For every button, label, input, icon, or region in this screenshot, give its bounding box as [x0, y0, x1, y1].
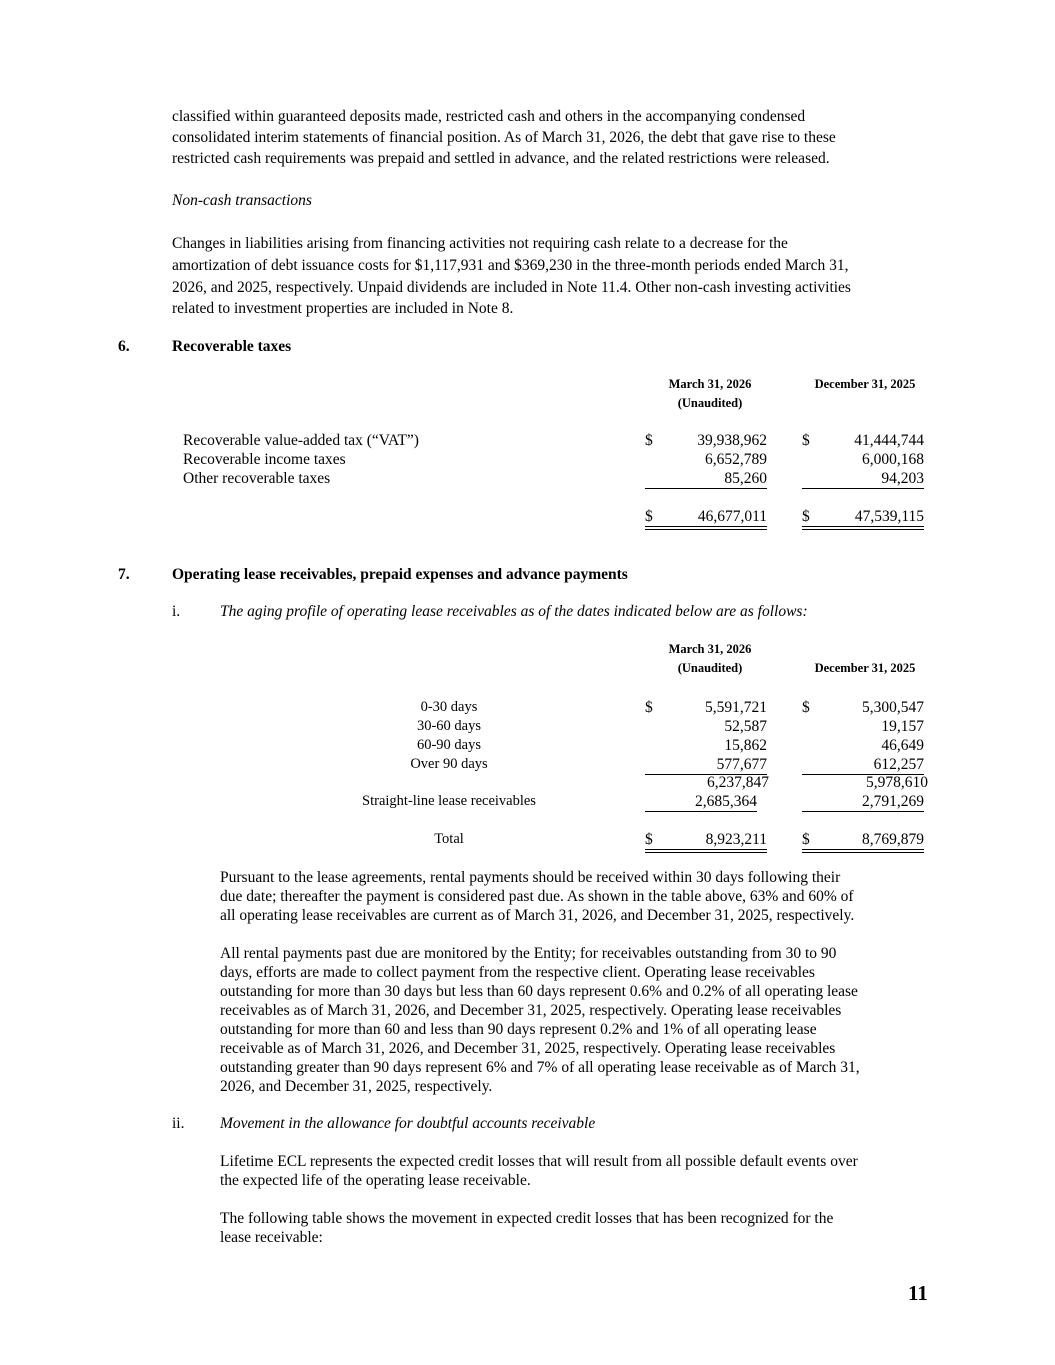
- row-label: Total: [434, 831, 464, 847]
- subtotal-dec-2025: 5,978,610: [866, 774, 928, 791]
- total-double-rule: [802, 849, 924, 853]
- currency-symbol: $: [802, 508, 810, 525]
- text-line: Lifetime ECL represents the expected credit losses that will result from all possible default events over: [220, 1153, 858, 1170]
- section-7-title: Operating lease receivables, prepaid expenses and advance payments: [172, 566, 628, 583]
- row-label: 30-60 days: [416, 718, 482, 734]
- row-label: Straight-line lease receivables: [362, 793, 536, 809]
- row-label: Over 90 days: [410, 756, 488, 772]
- section-6-title: Recoverable taxes: [172, 338, 292, 355]
- text-line: receivable as of March 31, 2026, and December 31, 2025, respectively. Operating lease receivables: [220, 1040, 836, 1057]
- text-line: The following table shows the movement in expected credit losses that has been recognized for the: [220, 1210, 834, 1227]
- value-dec-2025: 19,157: [881, 718, 924, 735]
- total-mar-2026: 46,677,011: [697, 508, 767, 525]
- value-dec-2025: 46,649: [881, 737, 924, 754]
- subsection-ii-marker: ii.: [172, 1115, 185, 1132]
- value-mar-2026: 5,591,721: [705, 699, 767, 716]
- text-line: all operating lease receivables are current as of March 31, 2026, and December 31, 2025, respectively.: [220, 907, 855, 924]
- currency-symbol: $: [645, 508, 653, 525]
- currency-symbol: $: [645, 831, 653, 848]
- value-dec-2025: 94,203: [881, 470, 924, 487]
- column-header-mar-2026: March 31, 2026: [668, 377, 752, 391]
- row-label: Recoverable income taxes: [183, 451, 346, 468]
- value-dec-2025: 612,257: [873, 756, 924, 773]
- text-line: Changes in liabilities arising from financing activities not requiring cash relate to a decrease for the: [172, 235, 788, 252]
- value-mar-2026: 577,677: [716, 756, 767, 773]
- total-double-rule: [802, 526, 924, 530]
- text-line: related to investment properties are included in Note 8.: [172, 300, 514, 317]
- total-mar-2026: 8,923,211: [705, 831, 767, 848]
- text-line: All rental payments past due are monitored by the Entity; for receivables outstanding from 30 to 90: [220, 945, 837, 962]
- currency-symbol: $: [802, 831, 810, 848]
- section-6-number: 6.: [118, 338, 130, 355]
- text-line: classified within guaranteed deposits made, restricted cash and others in the accompanying condensed: [172, 108, 806, 125]
- value-mar-2026: 15,862: [724, 737, 767, 754]
- value-mar-2026: 52,587: [724, 718, 767, 735]
- row-label: Recoverable value-added tax (“VAT”): [183, 432, 419, 449]
- currency-symbol: $: [645, 699, 653, 716]
- total-dec-2025: 8,769,879: [862, 831, 924, 848]
- text-line: amortization of debt issuance costs for $1,117,931 and $369,230 in the three-month periods ended March 31,: [172, 257, 849, 274]
- subsection-i-marker: i.: [172, 603, 181, 620]
- value-dec-2025: 2,791,269: [862, 793, 924, 810]
- text-line: the expected life of the operating lease receivable.: [220, 1172, 531, 1189]
- subtotal-rule: [645, 488, 767, 489]
- text-line: 2026, and 2025, respectively. Unpaid dividends are included in Note 11.4. Other non-cash investing activities: [172, 279, 851, 296]
- text-line: lease receivable:: [220, 1229, 323, 1246]
- currency-symbol: $: [645, 432, 653, 449]
- column-header-mar-2026: March 31, 2026: [668, 642, 752, 656]
- total-dec-2025: 47,539,115: [854, 508, 924, 525]
- value-mar-2026: 6,652,789: [705, 451, 767, 468]
- value-dec-2025: 5,300,547: [862, 699, 924, 716]
- text-line: outstanding for more than 60 and less than 90 days represent 0.2% and 1% of all operating lease: [220, 1021, 817, 1038]
- text-line: days, efforts are made to collect payment from the respective client. Operating lease receivables: [220, 964, 815, 981]
- column-subheader-unaudited: (Unaudited): [677, 661, 743, 675]
- text-line: 2026, and December 31, 2025, respectively.: [220, 1078, 493, 1095]
- text-line: due date; thereafter the payment is considered past due. As shown in the table above, 63% and 60% of: [220, 888, 854, 905]
- value-mar-2026: 39,938,962: [697, 432, 767, 449]
- subtotal-mar-2026: 6,237,847: [707, 774, 769, 791]
- column-subheader-unaudited: (Unaudited): [677, 396, 743, 410]
- subtotal-rule: [645, 811, 757, 812]
- subsection-i-title: The aging profile of operating lease receivables as of the dates indicated below are as follows:: [220, 603, 808, 620]
- subtotal-rule: [802, 488, 924, 489]
- subtotal-rule: [802, 811, 924, 812]
- row-label: Other recoverable taxes: [183, 470, 331, 487]
- value-dec-2025: 6,000,168: [862, 451, 924, 468]
- value-mar-2026: 2,685,364: [695, 793, 757, 810]
- text-line: restricted cash requirements was prepaid and settled in advance, and the related restrictions were released.: [172, 150, 830, 167]
- value-mar-2026: 85,260: [724, 470, 767, 487]
- value-dec-2025: 41,444,744: [854, 432, 924, 449]
- column-header-dec-2025: December 31, 2025: [814, 661, 916, 675]
- section-7-number: 7.: [118, 566, 130, 583]
- subsection-ii-title: Movement in the allowance for doubtful accounts receivable: [220, 1115, 596, 1132]
- row-label: 0-30 days: [420, 699, 478, 715]
- non-cash-heading: Non-cash transactions: [172, 192, 312, 209]
- text-line: outstanding for more than 30 days but less than 60 days represent 0.6% and 0.2% of all operating lease: [220, 983, 858, 1000]
- total-double-rule: [645, 526, 767, 530]
- currency-symbol: $: [802, 699, 810, 716]
- text-line: Pursuant to the lease agreements, rental payments should be received within 30 days following their: [220, 869, 841, 886]
- text-line: receivables as of March 31, 2026, and December 31, 2025, respectively. Operating lease receivables: [220, 1002, 842, 1019]
- page-number: 11: [908, 1281, 928, 1305]
- total-double-rule: [645, 849, 767, 853]
- text-line: consolidated interim statements of financial position. As of March 31, 2026, the debt that gave rise to these: [172, 129, 836, 146]
- row-label: 60-90 days: [416, 737, 482, 753]
- column-header-dec-2025: December 31, 2025: [814, 377, 916, 391]
- currency-symbol: $: [802, 432, 810, 449]
- text-line: outstanding greater than 90 days represent 6% and 7% of all operating lease receivable as of March 31,: [220, 1059, 860, 1076]
